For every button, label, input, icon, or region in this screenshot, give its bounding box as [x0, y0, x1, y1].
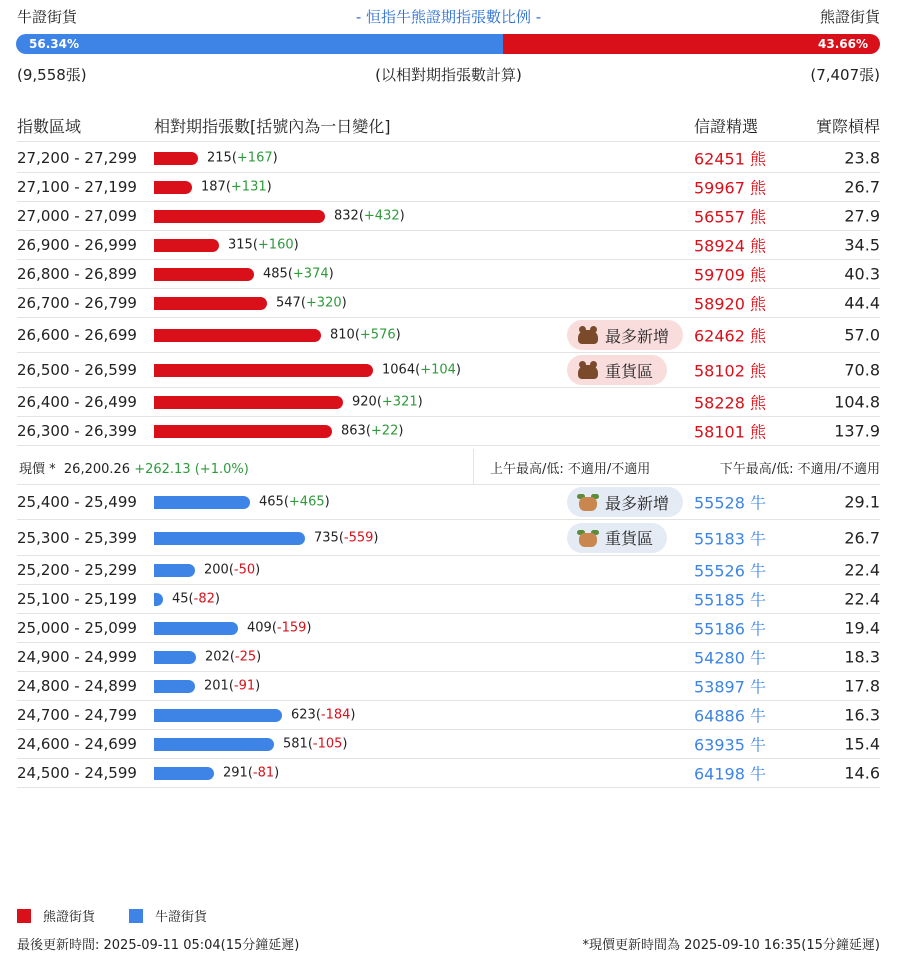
current-price-value: 26,200.26 [63, 462, 131, 477]
contract-count: 735(-559) [314, 530, 379, 545]
index-range: 27,200 - 27,299 [17, 149, 137, 167]
col-contracts: 相對期指張數[括號內為一日變化] [154, 117, 391, 136]
bear-row [17, 417, 880, 446]
warrant-code-link[interactable]: 55186 牛 [694, 619, 766, 639]
daily-change: -184 [320, 707, 351, 723]
warrant-code-link[interactable]: 58920 熊 [694, 294, 766, 314]
bear-row [17, 289, 880, 318]
index-range: 26,800 - 26,899 [17, 265, 137, 283]
daily-change: -91 [233, 678, 256, 694]
bull-row [17, 520, 880, 556]
current-price-change: +262.13 (+1.0%) [134, 462, 249, 477]
bear-row [17, 231, 880, 260]
warrant-code-link[interactable]: 59709 熊 [694, 265, 766, 285]
count-value: 581 [283, 736, 308, 752]
bear-icon [577, 326, 599, 344]
count-value: 810 [330, 327, 355, 343]
contract-count: 465(+465) [259, 494, 330, 510]
bear-quantity-bar [154, 425, 332, 438]
bear-quantity-bar [154, 239, 219, 252]
bull-row [17, 556, 880, 585]
bear-row [17, 318, 880, 353]
index-range: 24,800 - 24,899 [17, 677, 137, 695]
warrant-code-link[interactable]: 55185 牛 [694, 590, 766, 610]
bear-quantity-bar [154, 210, 325, 223]
bear-quantity-bar [154, 329, 321, 342]
highlight-badge [567, 523, 667, 553]
effective-leverage: 29.1 [844, 492, 880, 512]
legend [17, 906, 207, 925]
effective-leverage: 40.3 [844, 264, 880, 284]
bull-row [17, 585, 880, 614]
warrant-code-link[interactable]: 55526 牛 [694, 561, 766, 581]
contract-count: 409(-159) [247, 620, 312, 636]
warrant-code-link[interactable]: 58228 熊 [694, 393, 766, 413]
count-value: 863 [341, 423, 366, 439]
divider [473, 449, 474, 485]
count-value: 202 [205, 649, 230, 665]
bull-row [17, 701, 880, 730]
index-range: 25,300 - 25,399 [17, 528, 137, 547]
contract-count: 581(-105) [283, 736, 348, 752]
ratio-count-row [17, 64, 880, 86]
effective-leverage: 23.8 [844, 148, 880, 168]
contract-count: 315(+160) [228, 237, 299, 253]
bear-ratio-segment: 43.66% [503, 34, 880, 54]
contract-count: 291(-81) [223, 765, 280, 781]
count-value: 291 [223, 765, 248, 781]
count-value: 485 [263, 266, 288, 282]
col-pick: 信證精選 [694, 117, 759, 136]
warrant-code-link[interactable]: 53897 牛 [694, 677, 766, 697]
warrant-code-link[interactable]: 54280 牛 [694, 648, 766, 668]
bear-quantity-bar [154, 268, 254, 281]
badge-label: 最多新增 [605, 326, 670, 346]
index-range: 24,500 - 24,599 [17, 764, 137, 782]
current-price-row [17, 449, 880, 485]
warrant-code-link[interactable]: 58924 熊 [694, 236, 766, 256]
count-value: 735 [314, 530, 339, 545]
count-value: 200 [204, 562, 229, 578]
warrant-code-link[interactable]: 55528 牛 [694, 493, 766, 513]
warrant-code-link[interactable]: 63935 牛 [694, 735, 766, 755]
index-range: 25,200 - 25,299 [17, 561, 137, 579]
effective-leverage: 57.0 [844, 325, 880, 345]
effective-leverage: 19.4 [844, 618, 880, 638]
bull-row [17, 730, 880, 759]
bear-quantity-bar [154, 181, 192, 194]
ratio-bar [16, 34, 880, 54]
contract-count: 201(-91) [204, 678, 261, 694]
daily-change: -81 [252, 765, 275, 781]
warrant-code-link[interactable]: 64198 牛 [694, 764, 766, 784]
effective-leverage: 137.9 [834, 421, 880, 441]
index-range: 25,100 - 25,199 [17, 590, 137, 608]
daily-change: -50 [233, 562, 256, 578]
ratio-title-row [17, 6, 880, 28]
count-value: 409 [247, 620, 272, 636]
daily-change: +576 [359, 327, 396, 343]
count-value: 187 [201, 179, 226, 195]
index-range: 26,500 - 26,599 [17, 361, 137, 379]
col-leverage: 實際槓桿 [815, 117, 880, 136]
count-value: 465 [259, 494, 284, 510]
effective-leverage: 14.6 [844, 763, 880, 783]
warrant-code-link[interactable]: 55183 牛 [694, 529, 766, 548]
index-range: 26,900 - 26,999 [17, 236, 137, 254]
contract-count: 215(+167) [207, 150, 278, 166]
daily-change: +160 [257, 237, 294, 253]
bull-quantity-bar [154, 680, 195, 693]
bear-quantity-bar [154, 364, 373, 377]
bull-quantity-bar [154, 532, 305, 545]
bear-count: (7,407張) [810, 66, 880, 84]
count-value: 315 [228, 237, 253, 253]
warrant-code-link[interactable]: 62451 熊 [694, 149, 766, 169]
contract-count: 1064(+104) [382, 362, 461, 378]
count-value: 920 [352, 394, 377, 410]
bull-legend-label: 牛證街貨 [155, 910, 208, 925]
bear-legend-label: 熊證街貨 [43, 910, 96, 925]
col-range: 指數區域 [17, 117, 82, 136]
badge-label: 重貨區 [605, 529, 654, 548]
contract-count: 485(+374) [263, 266, 334, 282]
contract-count: 202(-25) [205, 649, 262, 665]
bear-row [17, 173, 880, 202]
highlight-badge [567, 355, 667, 385]
last-updated: 最後更新時間: 2025-09-11 05:04(15分鐘延遲) [17, 938, 300, 953]
daily-change: -25 [234, 649, 257, 665]
effective-leverage: 34.5 [844, 235, 880, 255]
current-price [19, 458, 249, 477]
bear-row [17, 144, 880, 173]
bull-label: 牛證街貨 [17, 8, 78, 26]
count-value: 623 [291, 707, 316, 723]
table-header [17, 114, 880, 142]
bull-ratio-segment: 56.34% [16, 34, 503, 54]
index-range: 26,700 - 26,799 [17, 294, 137, 312]
count-value: 45 [172, 591, 189, 607]
bull-row [17, 672, 880, 701]
contract-count: 547(+320) [276, 295, 347, 311]
contract-count: 623(-184) [291, 707, 356, 723]
bear-quantity-bar [154, 396, 343, 409]
index-range: 27,100 - 27,199 [17, 178, 137, 196]
badge-label: 重貨區 [605, 361, 654, 381]
daily-change: +22 [370, 423, 399, 439]
effective-leverage: 70.8 [844, 360, 880, 380]
daily-change: +465 [288, 494, 325, 510]
warrant-code-link[interactable]: 62462 熊 [694, 326, 766, 346]
index-range: 26,400 - 26,499 [17, 393, 137, 411]
bull-quantity-bar [154, 496, 250, 509]
contract-count: 187(+131) [201, 179, 272, 195]
warrant-code-link[interactable]: 64886 牛 [694, 706, 766, 726]
index-range: 24,900 - 24,999 [17, 648, 137, 666]
bull-quantity-bar [154, 709, 282, 722]
basis-note: (以相對期指張數計算) [375, 66, 522, 84]
effective-leverage: 18.3 [844, 647, 880, 667]
effective-leverage: 22.4 [844, 560, 880, 580]
effective-leverage: 22.4 [844, 589, 880, 609]
bull-icon [577, 493, 599, 511]
index-range: 26,300 - 26,399 [17, 422, 137, 440]
warrant-code-link[interactable]: 56557 熊 [694, 207, 766, 227]
daily-change: -559 [343, 530, 374, 545]
bear-row [17, 388, 880, 417]
badge-label: 最多新增 [605, 493, 670, 513]
bull-row [17, 614, 880, 643]
contract-count: 810(+576) [330, 327, 401, 343]
effective-leverage: 44.4 [844, 293, 880, 313]
bull-quantity-bar [154, 564, 195, 577]
effective-leverage: 17.8 [844, 676, 880, 696]
index-range: 26,600 - 26,699 [17, 326, 137, 344]
daily-change: +374 [292, 266, 329, 282]
highlight-badge [567, 320, 683, 350]
bear-row [17, 353, 880, 388]
daily-change: +321 [381, 394, 418, 410]
count-value: 832 [334, 208, 359, 224]
effective-leverage: 15.4 [844, 734, 880, 754]
daily-change: +432 [363, 208, 400, 224]
contract-count: 920(+321) [352, 394, 423, 410]
current-price-label: 現價 * [19, 462, 56, 477]
effective-leverage: 26.7 [844, 177, 880, 197]
bull-quantity-bar [154, 622, 238, 635]
page-title: - 恒指牛熊證期指張數比例 - [355, 8, 542, 26]
effective-leverage: 104.8 [834, 392, 880, 412]
index-range: 24,600 - 24,699 [17, 735, 137, 753]
effective-leverage: 26.7 [844, 528, 880, 547]
count-value: 215 [207, 150, 232, 166]
bear-legend-swatch [17, 909, 31, 923]
daily-change: +131 [230, 179, 267, 195]
contract-count: 45(-82) [172, 591, 220, 607]
bull-quantity-bar [154, 767, 214, 780]
contract-count: 200(-50) [204, 562, 261, 578]
contract-count: 832(+432) [334, 208, 405, 224]
bear-quantity-bar [154, 152, 198, 165]
daily-change: +320 [305, 295, 342, 311]
daily-change: +167 [236, 150, 273, 166]
daily-change: -82 [193, 591, 215, 607]
count-value: 547 [276, 295, 301, 311]
index-range: 25,000 - 25,099 [17, 619, 137, 637]
effective-leverage: 16.3 [844, 705, 880, 725]
daily-change: -105 [312, 736, 343, 752]
count-value: 1064 [382, 362, 416, 378]
bear-quantity-bar [154, 297, 267, 310]
count-value: 201 [204, 678, 229, 694]
effective-leverage: 27.9 [844, 206, 880, 226]
warrant-code-link[interactable]: 58102 熊 [694, 361, 766, 381]
daily-change: -159 [276, 620, 307, 636]
price-updated: *現價更新時間為 2025-09-10 16:35(15分鐘延遲) [582, 938, 880, 953]
am-high-low: 上午最高/低: 不適用/不適用 [490, 462, 651, 477]
bull-quantity-bar [154, 738, 274, 751]
bull-quantity-bar [154, 593, 163, 606]
index-range: 24,700 - 24,799 [17, 706, 137, 724]
warrant-code-link[interactable]: 59967 熊 [694, 178, 766, 198]
contract-count: 863(+22) [341, 423, 404, 439]
pm-high-low: 下午最高/低: 不適用/不適用 [719, 462, 880, 477]
bull-icon [577, 529, 599, 547]
bull-row [17, 643, 880, 672]
bull-legend-swatch [129, 909, 143, 923]
index-range: 27,000 - 27,099 [17, 207, 137, 225]
bull-row [17, 485, 880, 520]
index-range: 25,400 - 25,499 [17, 493, 137, 511]
warrant-code-link[interactable]: 58101 熊 [694, 422, 766, 442]
bull-row [17, 759, 880, 788]
bear-row [17, 260, 880, 289]
highlight-badge [567, 487, 683, 517]
bull-quantity-bar [154, 651, 196, 664]
daily-change: +104 [420, 362, 456, 378]
bear-icon [577, 361, 599, 379]
bear-label: 熊證街貨 [819, 8, 880, 26]
bear-row [17, 202, 880, 231]
bull-count: (9,558張) [17, 66, 87, 84]
